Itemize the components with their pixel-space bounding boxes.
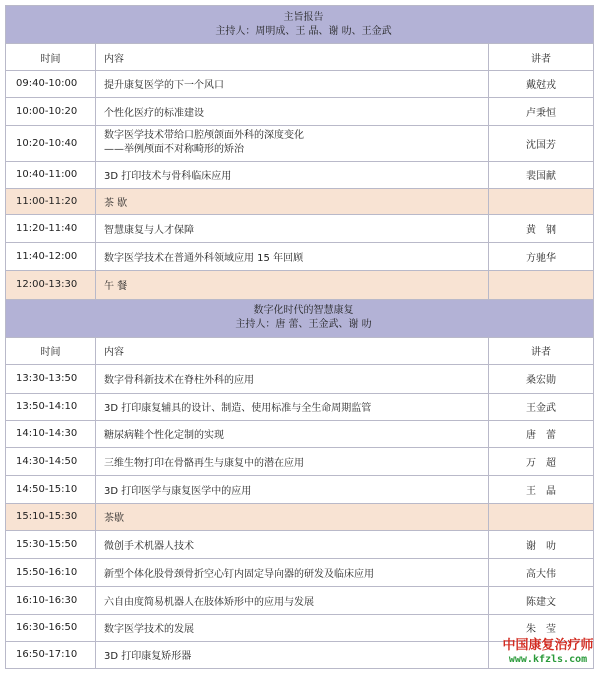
row-time: 15:10-15:30 [6, 503, 96, 530]
table-row [6, 475, 594, 503]
row-content [96, 188, 489, 214]
row-speaker: 黄 钢 [489, 214, 594, 242]
row-time: 16:10-16:30 [6, 586, 96, 614]
row-speaker: 万 超 [489, 447, 594, 475]
row-speaker: 陈建文 [489, 586, 594, 614]
row-content-line: 个性化医疗的标准建设 [104, 107, 204, 119]
row-speaker: 王金武 [489, 393, 594, 420]
row-content-line: 提升康复医学的下一个风口 [104, 80, 224, 92]
table-row [6, 214, 594, 242]
section-header-cell [6, 299, 594, 337]
row-content [96, 503, 489, 530]
row-content-line: 午 餐 [104, 281, 128, 292]
row-time: 13:50-14:10 [6, 393, 96, 420]
row-speaker: 沈国芳 [489, 125, 594, 161]
row-content-line: 数字医学技术的发展 [104, 624, 194, 635]
section-title: 数字化时代的智慧康复 [253, 305, 354, 316]
row-speaker: 卢秉恒 [489, 97, 594, 125]
row-content-line: 数字医学技术在普通外科领域应用 15 年回顾 [104, 252, 304, 264]
section-host: 主持人：周明成、王 晶、谢 叻、王金武 [215, 25, 392, 37]
section-header-cell [6, 6, 594, 44]
row-content [96, 586, 489, 614]
row-time: 12:00-13:30 [6, 270, 96, 299]
row-content [96, 125, 489, 161]
section-host: 主持人：唐 蕾、王金武、谢 叻 [235, 319, 372, 330]
table-row [6, 97, 594, 125]
row-time: 11:40-12:00 [6, 242, 96, 270]
row-time: 16:50-17:10 [6, 641, 96, 668]
row-content-line: ——举例颅面不对称畸形的矫治 [104, 144, 244, 155]
column-header-content: 内容 [96, 337, 489, 364]
row-content-line: 数字骨科新技术在脊柱外科的应用 [104, 375, 254, 386]
row-time: 11:20-11:40 [6, 214, 96, 242]
row-time: 09:40-10:00 [6, 71, 96, 98]
table-row [6, 558, 594, 586]
table-row [6, 447, 594, 475]
break-row [6, 270, 594, 299]
table-row [6, 161, 594, 188]
column-header-content: 内容 [96, 44, 489, 71]
row-time: 10:20-10:40 [6, 125, 96, 161]
row-time: 14:10-14:30 [6, 420, 96, 447]
row-time: 16:30-16:50 [6, 614, 96, 641]
row-time: 15:50-16:10 [6, 558, 96, 586]
row-content-line: 3D 打印康复辅具的设计、制造、使用标准与全生命周期监管 [104, 403, 372, 414]
row-content-line: 3D 打印医学与康复医学中的应用 [104, 485, 252, 497]
row-content [96, 97, 489, 125]
row-content-line: 微创手术机器人技术 [104, 540, 194, 552]
row-time: 14:30-14:50 [6, 447, 96, 475]
row-speaker: 高大伟 [489, 558, 594, 586]
table-row [6, 393, 594, 420]
table-row [6, 420, 594, 447]
break-row [6, 503, 594, 530]
column-header-speaker: 讲者 [489, 337, 594, 364]
row-content-line: 3D 打印技术与骨科临床应用 [104, 171, 232, 182]
row-content [96, 614, 489, 641]
row-time: 11:00-11:20 [6, 188, 96, 214]
row-content [96, 270, 489, 299]
row-content-line: 三维生物打印在骨骼再生与康复中的潜在应用 [104, 457, 304, 469]
row-content [96, 420, 489, 447]
row-time: 13:30-13:50 [6, 364, 96, 393]
row-time: 14:50-15:10 [6, 475, 96, 503]
table-row [6, 71, 594, 98]
table-row [6, 530, 594, 558]
break-row [6, 188, 594, 214]
column-header-speaker: 讲者 [489, 44, 594, 71]
row-content [96, 530, 489, 558]
section-title: 主旨报告 [283, 11, 324, 23]
schedule-table [5, 5, 594, 669]
row-content [96, 393, 489, 420]
row-speaker: 唐 蕾 [489, 420, 594, 447]
row-content-line: 茶 歇 [104, 197, 128, 209]
watermark-name: 中国康复治疗师 [502, 638, 594, 653]
row-speaker: 桑宏勋 [489, 364, 594, 393]
section-header [6, 6, 594, 44]
row-content-line: 3D 打印康复矫形器 [104, 651, 192, 662]
table-row [6, 614, 594, 641]
column-header-row [6, 337, 594, 364]
row-time: 10:00-10:20 [6, 97, 96, 125]
row-speaker [489, 270, 594, 299]
row-speaker: 谢 叻 [489, 530, 594, 558]
row-speaker: 朱 莹 [489, 614, 594, 641]
row-content [96, 558, 489, 586]
section-header [6, 299, 594, 337]
row-speaker [489, 188, 594, 214]
row-content [96, 641, 489, 668]
table-row [6, 586, 594, 614]
row-content [96, 214, 489, 242]
row-content-line: 新型个体化股骨颈骨折空心钉内固定导向器的研发及临床应用 [104, 568, 374, 580]
row-speaker [489, 503, 594, 530]
row-speaker: 戴尅戎 [489, 71, 594, 98]
row-speaker: 方驰华 [489, 242, 594, 270]
table-row [6, 242, 594, 270]
row-content-line: 糖尿病鞋个性化定制的实现 [104, 430, 224, 441]
row-speaker: 裴国献 [489, 161, 594, 188]
row-content [96, 71, 489, 98]
row-content [96, 242, 489, 270]
row-content-line: 智慧康复与人才保障 [104, 224, 194, 236]
table-row [6, 364, 594, 393]
row-content [96, 447, 489, 475]
row-content [96, 364, 489, 393]
row-time: 15:30-15:50 [6, 530, 96, 558]
watermark [496, 638, 600, 666]
row-content-line: 六自由度简易机器人在肢体矫形中的应用与发展 [104, 596, 314, 608]
column-header-time: 时间 [6, 337, 96, 364]
row-time: 10:40-11:00 [6, 161, 96, 188]
row-content [96, 161, 489, 188]
watermark-url: www.kfzls.com [508, 654, 588, 665]
row-content [96, 475, 489, 503]
row-content-line: 茶歇 [104, 513, 124, 524]
column-header-time: 时间 [6, 44, 96, 71]
column-header-row [6, 44, 594, 71]
table-row [6, 125, 594, 161]
row-speaker: 王 晶 [489, 475, 594, 503]
row-content-line: 数字医学技术带给口腔颅颌面外科的深度变化 [104, 130, 304, 141]
